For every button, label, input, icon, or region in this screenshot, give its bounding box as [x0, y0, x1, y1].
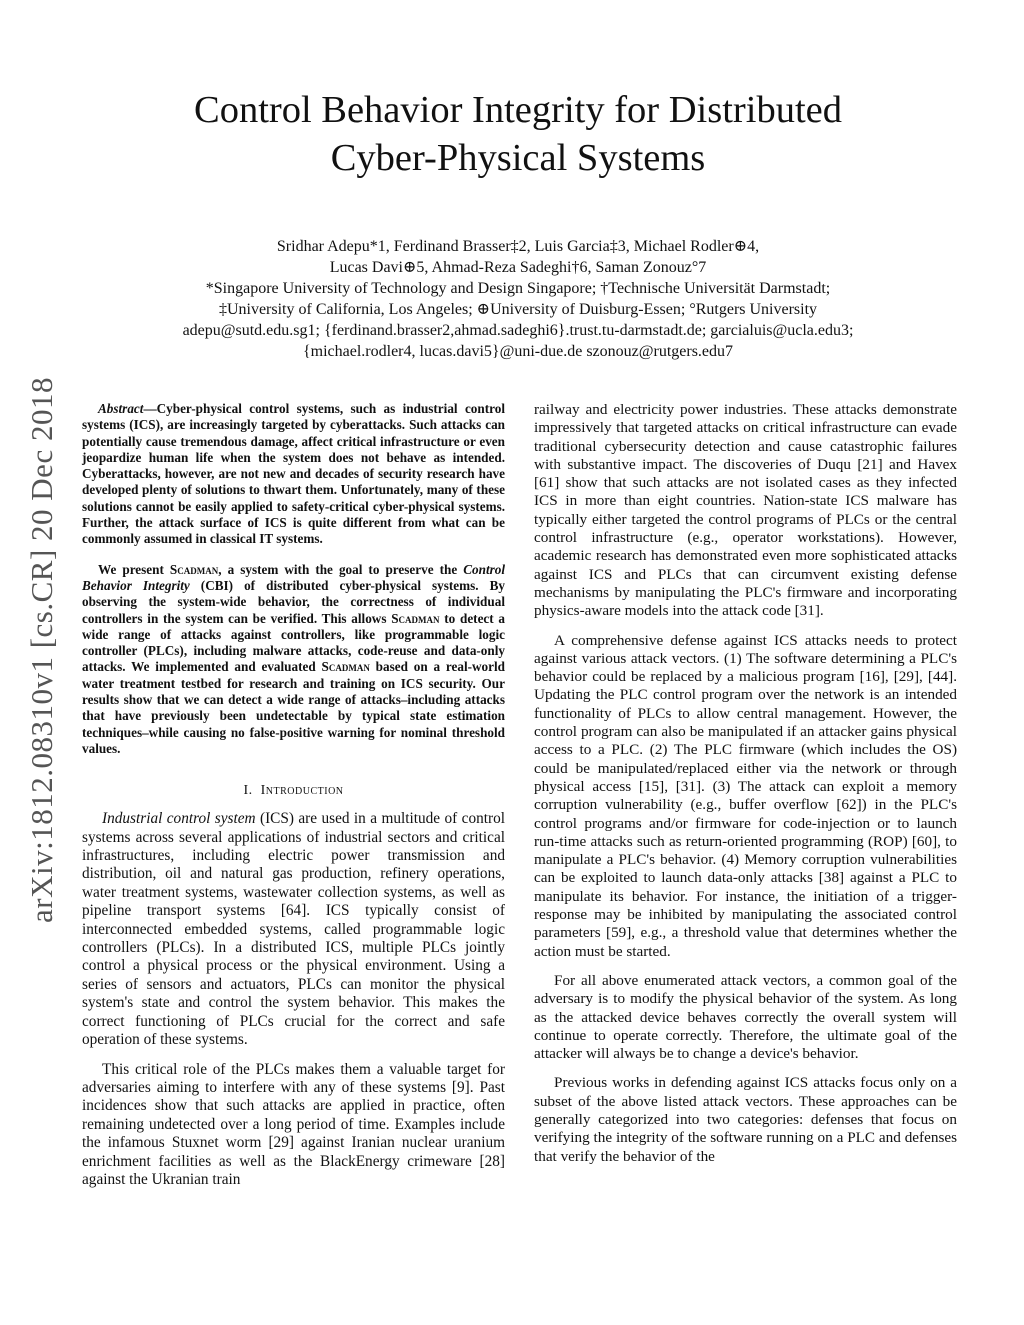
abstract-text-2c: (CBI) of distributed cyber-physical systems. By observing the system-wide behavior, the correctness of individual controllers in the system can be verified. This allows [82, 577, 505, 626]
arxiv-identifier [12, 350, 72, 950]
abstract-label: Abstract [98, 401, 144, 416]
abstract-text-1: —Cyber-physical control systems, such as industrial control systems (ICS), are increasingly targeted by cyberattacks. Such attacks can potentially cause tremendous damage, affect critical infrastructure or even jeopardize human life when the system does not behave as intended. Cyberattacks, however, are not new and decades of security research have developed plenty of solutions to thwart them. Unfortunately, many of these solutions cannot be easily applied to safety-critical cyber-physical systems. Further, the attack surface of ICS is quite different from what can be commonly assumed in classical IT systems. [82, 401, 505, 547]
title-line-2: Cyber-Physical Systems [330, 137, 706, 179]
section-heading [82, 783, 505, 799]
email-line-2: {michael.rodler4, lucas.davi5}@uni-due.de szonouz@rutgers.edu7 [302, 343, 734, 360]
email-line-1: adepu@sutd.edu.sg1; {ferdinand.brasser2,ahmad.sadeghi6}.trust.tu-darmstadt.de; garcialuis@ucla.edu3; [182, 322, 854, 339]
intro-paragraph-2: This critical role of the PLCs makes them a valuable target for adversaries aiming to interfere with any of these systems [9]. Past incidences show that such attacks are applied in practice, often remaining undetected over a long period of time. Examples include the infamous Stuxnet worm [29] against Iranian nuclear uranium enrichment facilities as well as the BlackEnergy crimeware [28] against the Ukranian train [82, 1060, 505, 1188]
right-column [534, 401, 957, 1177]
right-paragraph-1: railway and electricity power industries. These attacks demonstrate impressively that targeted attacks on critical infrastructure can evade traditional cybersecurity detection and cause catastrophic failures with substantive impact. The discoveries of Duqu [21] and Havex [61] show that such attacks are not isolated cases as they infected ICS in more than eight countries. Nation-state ICS malware has typically either targeted the control programs of PLCs or the central control infrastructure (e.g., operator workstations). However, academic research has demonstrated even more sophisticated attacks against ICS and PLCs that can circumvent existing defense mechanisms by manipulating the PLC's firmware and incorporating physics-aware models into the attack code [31]. [534, 401, 957, 620]
author-block [90, 236, 946, 362]
author-line-2: Lucas Davi⊕5, Ahmad-Reza Sadeghi†6, Saman Zonouz°7 [329, 259, 707, 276]
abstract-paragraph-1 [82, 401, 505, 548]
abstract-text-2e: based on a real-world water treatment testbed for research and training on ICS security. Our results show that we can detect a wide range of attacks–including attacks that have previously been undetectable by typical state estimation techniques–while causing no false-positive warning for nominal threshold values. [82, 659, 505, 756]
affiliation-line-2: ‡University of California, Los Angeles; ⊕University of Duisburg-Essen; °Rutgers University [218, 301, 818, 318]
system-name: Scadman [321, 659, 370, 675]
title-line-1: Control Behavior Integrity for Distributed [194, 89, 842, 131]
right-paragraph-4: Previous works in defending against ICS attacks focus only on a subset of the above listed attack vectors. These approaches can be generally categorized into two categories: defenses that focus on verifying the integrity of the software running on a PLC and defenses that verify the behavior of the [534, 1074, 957, 1165]
paper-title [100, 86, 936, 182]
ics-term: Industrial control system [102, 810, 256, 828]
abstract-text-2d: to detect a wide range of attacks against controllers, like programmable logic controller (PLCs), including malware attacks, code-reuse and data-only attacks. We implemented and evaluated [82, 610, 506, 675]
section-title: Introduction [260, 783, 344, 799]
arxiv-identifier-text: arXiv:1812.08310v1 [cs.CR] 20 Dec 2018 [24, 377, 59, 923]
intro-text-1: (ICS) are used in a multitude of control systems across several applications of industrial sectors and critical infrastructures, including electric power transmission and distribution, oil and natural gas production, refinery operations, water treatment systems, wastewater collection systems, as well as pipeline transport systems [64]. ICS typically consist of interconnected embedded systems, called programmable logic controllers (PLCs). In a distributed ICS, multiple PLCs jointly control a physical process or the physical environment. Using a series of sensors and actuators, PLCs can monitor the physical system's state and control the system behavior. This makes the correct functioning of PLCs crucial for the correct and safe operation of these systems. [82, 810, 505, 1049]
abstract-paragraph-2 [82, 562, 505, 758]
abstract-text-2b: , a system with the goal to preserve the [218, 561, 464, 577]
section-number: I. [243, 783, 253, 799]
affiliation-line-1: *Singapore University of Technology and Design Singapore; †Technische Universität Darmstadt; [205, 280, 831, 297]
left-column [82, 401, 505, 1200]
system-name: Scadman [169, 561, 219, 577]
right-paragraph-3: For all above enumerated attack vectors, a common goal of the adversary is to modify the physical behavior of the system. As long as the attacked device behaves correctly the overall system will continue to operate correctly. Therefore, the ultimate goal of the attacker will always be to change a device's behavior. [534, 971, 957, 1063]
cbi-term: Control Behavior Integrity [82, 561, 505, 593]
right-paragraph-2: A comprehensive defense against ICS attacks needs to protect against various attack vectors. (1) The software determining a PLC's behavior could be replaced by a malicious program [16], [29], [44]. Updating the PLC control program over the network is an intended functionality of PLCs to allow central management. However, the control program can also be manipulated if an attacker gains physical access to a PLC. (2) The PLC firmware (which includes the OS) could be manipulated/replaced either via the network or through physical access [15], [31]. (3) The attack can exploit a memory corruption vulnerability (e.g., buffer overflow [62]) in the PLC's control programs and/or firmware for code-injection or to launch run-time attacks such as return-oriented programming (ROP) [60], to manipulate a PLC's behavior. (4) Memory corruption vulnerabilities can be exploited to launch data-only attacks [38] against a PLC to manipulate its behavior. For instance, the initiation of a trigger-response may be inhibited by manipulating the associated control parameters [59], e.g., a threshold value that determines whether the action must be started. [534, 631, 957, 960]
intro-paragraph-1 [82, 810, 505, 1049]
abstract-text-2a: We present [98, 561, 170, 577]
system-name: Scadman [391, 610, 440, 626]
author-line-1: Sridhar Adepu*1, Ferdinand Brasser‡2, Luis Garcia‡3, Michael Rodler⊕4, [276, 238, 760, 255]
